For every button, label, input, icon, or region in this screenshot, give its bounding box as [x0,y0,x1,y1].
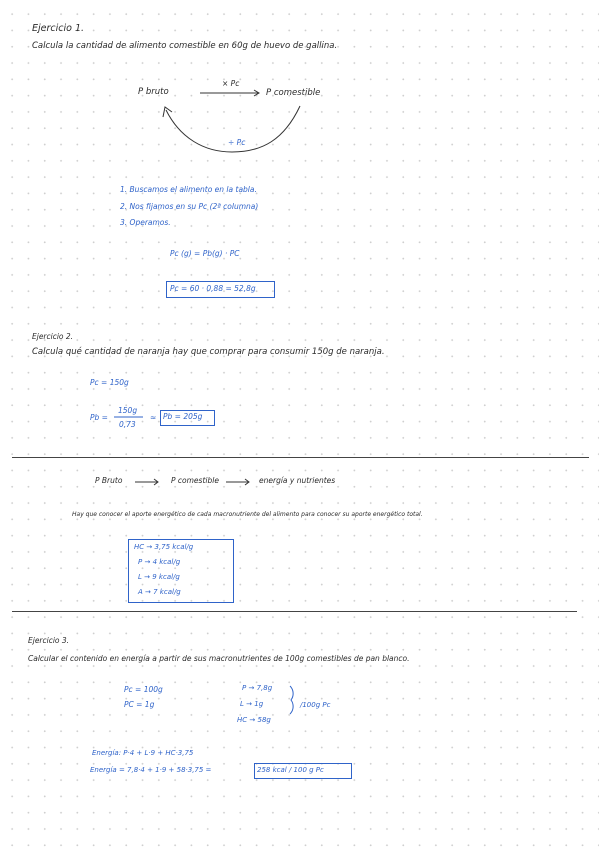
divider-top [12,457,589,458]
ex3-macro-l: L → 1g [240,700,264,708]
ex3-title: Ejercicio 3. [28,636,70,645]
kcal-value: 4 kcal/g [152,558,181,566]
ex1-title: Ejercicio 1. [32,23,85,34]
kcal-row-l: L → 9 kcal/g [138,573,180,581]
ex2-approx: ≈ [150,413,157,422]
kcal-row-a: A → 7 kcal/g [138,588,181,596]
ex3-per: /100g Pc [300,701,331,709]
ex1-formula: Pc (g) = Pb(g) · PC [170,249,240,258]
ex2-title: Ejercicio 2. [32,332,74,341]
curved-arrow [166,106,300,152]
ex3-macro-hc: HC → 58g [237,716,271,724]
ex3-energy-formula: Energía: P·4 + L·9 + HC·3,75 [92,749,194,757]
ex2-numerator: 150g [118,406,138,415]
diagram-p-bruto: P bruto [138,87,169,97]
kcal-row-hc: HC → 3,75 kcal/g [134,543,194,551]
ex2-pb-label: Pb = [90,413,108,422]
section-note: Hay que conocer el aporte energético de cada macronutriente del alimento para conocer su aporte energético total. [72,511,423,518]
divider-bottom [12,611,577,612]
kcal-key: HC [134,543,145,551]
ex3-pc: Pc = 100g [124,685,163,694]
diagram-bottom-label: ÷ Pc [228,138,246,147]
kcal-key: A [138,588,143,596]
kcal-value: 7 kcal/g [153,588,181,596]
kcal-key: L [138,573,142,581]
kcal-row-p: P → 4 kcal/g [138,558,181,566]
kcal-value: 9 kcal/g [152,573,180,581]
brace [290,686,293,714]
ex2-pc: Pc = 150g [90,378,129,387]
flow-p-bruto: P Bruto [95,476,123,485]
flow-energia: energía y nutrientes [259,476,336,485]
kcal-key: P [138,558,143,566]
ex1-step-1: 1. Buscamos el alimento en la tabla. [120,185,257,194]
ex1-statement: Calcula la cantidad de alimento comestible en 60g de huevo de gallina. [32,41,338,51]
flow-p-comestible: P comestible [171,476,219,485]
kcal-value: 3,75 kcal/g [154,543,194,551]
diagram-p-comestible: P comestible [266,88,321,98]
ex3-energy-calc: Energía = 7,8·4 + 1·9 + 58·3,75 = [90,766,212,774]
ex2-statement: Calcula qué cantidad de naranja hay que comprar para consumir 150g de naranja. [32,347,385,357]
ex1-result: Pc = 60 · 0,88 = 52,8g [170,284,256,293]
diagram-top-label: × Pc [222,79,240,88]
ex3-energy-result: 258 kcal / 100 g Pc [257,766,324,774]
ex1-step-3: 3. Operamos. [120,218,171,227]
ex1-step-2: 2. Nos fijamos en su Pc (2ª columna) [120,202,259,211]
ex2-denominator: 0,73 [119,420,136,429]
ex2-result: Pb = 205g [163,412,203,421]
ex3-pc2: PC = 1g [124,700,155,709]
ex3-statement: Calcular el contenido en energía a partir de sus macronutrientes de 100g comestibles de pan blanco. [28,654,410,663]
ex3-macro-p: P → 7,8g [242,684,273,692]
